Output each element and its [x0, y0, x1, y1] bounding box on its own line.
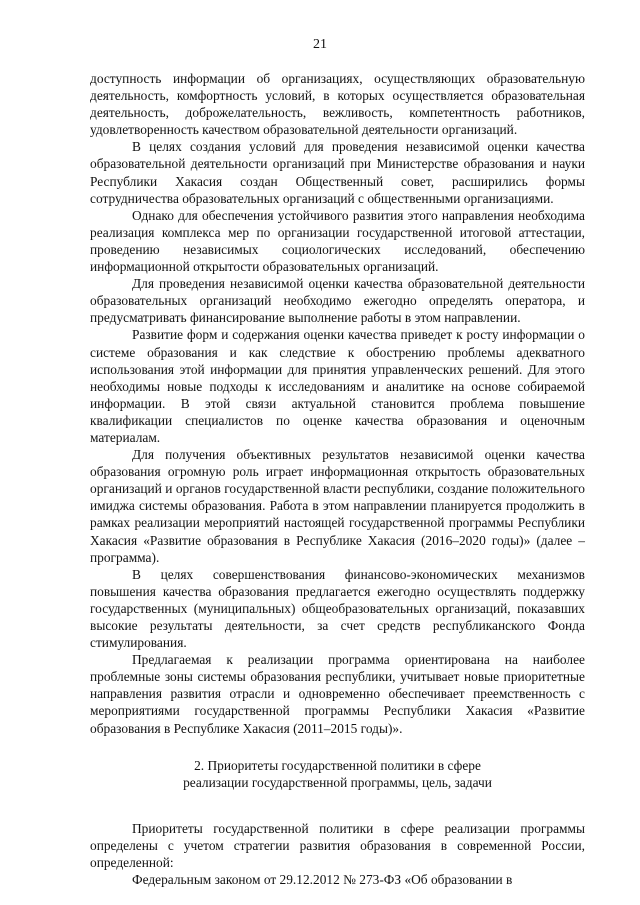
paragraph: доступность информации об организациях, осуществляющих образовательную деятельность, комфортность условий, в которых осуществляется образовательная деятельность, доброжелательность, вежливость, компетентность работников, удовлетворенность качеством образовательной деятельности организаций. — [90, 71, 585, 138]
section-heading-line: реализации государственной программы, цель, задачи — [183, 775, 492, 791]
page-number: 21 — [313, 37, 327, 52]
body-text — [90, 70, 585, 888]
section-heading — [90, 757, 585, 792]
paragraph: Для проведения независимой оценки качества образовательной деятельности образовательных организаций необходимо ежегодно определять оператора, и предусматривать финансирование выполнение работы в этом направлении. — [90, 276, 585, 326]
paragraph: Федеральным законом от 29.12.2012 № 273-ФЗ «Об образовании в — [132, 871, 513, 887]
section-heading-line: 2. Приоритеты государственной политики в сфере — [194, 757, 481, 773]
paragraph: Развитие форм и содержания оценки качества приведет к росту информации о системе образования и как следствие к обострению проблемы адекватного использования этой информации для принятия управленческих решений. Для этого необходимы новые подходы к исследованиям и аналитике на основе собираемой информации. В этой связи актуальной становится проблема повышение квалификации специалистов по оценке качества образования и оценочным материалам. — [90, 327, 585, 445]
paragraph: Приоритеты государственной политики в сфере реализации программы определены с учетом стратегии развития образования в современной России, определенной: — [90, 820, 585, 870]
paragraph: Однако для обеспечения устойчивого развития этого направления необходима реализация комплекса мер по организации государственной итоговой аттестации, проведению независимых социологических исследований, обеспечению информационной открытости образовательных организаций. — [90, 207, 585, 275]
paragraph: Предлагаемая к реализации программа ориентирована на наиболее проблемные зоны системы образования республики, учитывает новые приоритетные направления развития отрасли и одновременно обеспечивает преемственность с мероприятиями государственной программы Республики Хакасия «Развитие образования в Республике Хакасия (2011–2015 годы)». — [90, 652, 585, 736]
paragraph: В целях совершенствования финансово-экономических механизмов повышения качества образования предлагается ежегодно осуществлять поддержку государственных (муниципальных) общеобразовательных организаций, показавших высокие результаты деятельности, за счет средств республиканского Фонда стимулирования. — [90, 566, 585, 651]
paragraph: В целях создания условий для проведения независимой оценки качества образовательной деятельности организаций при Министерстве образования и науки Республики Хакасия создан Общественный совет, расширились формы сотрудничества образовательных организаций с общественными организациями. — [90, 139, 585, 206]
paragraph: Для получения объективных результатов независимой оценки качества образования огромную роль играет информационная открытость образовательных организаций и органов государственной власти республики, создание положительного имиджа системы образования. Работа в этом направлении планируется продолжить в рамках реализации мероприятий настоящей государственной программы Республики Хакасия «Развитие образования в Республике Хакасия (2016–2020 годы)» (далее – программа). — [90, 447, 585, 565]
